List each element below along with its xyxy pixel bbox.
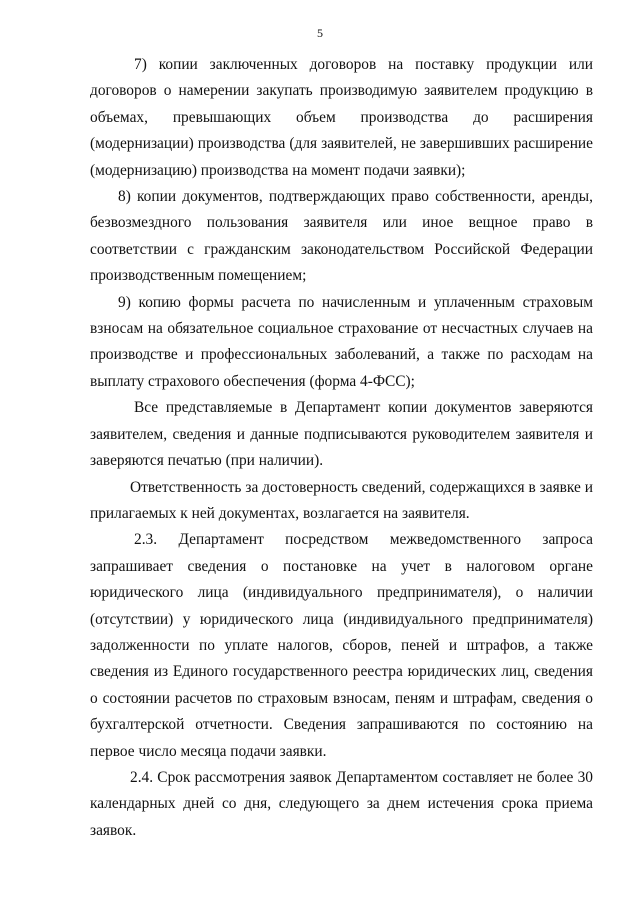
paragraph-item-9: 9) копию формы расчета по начисленным и уплаченным страховым взносам на обязательное социальное страхование от несчастных случаев на производстве и профессиональных заболеваний, а также по расходам на выплату страхового обеспечения (форма 4-ФСС); xyxy=(90,293,593,390)
paragraph-certification: Все представляемые в Департамент копии документов заверяются заявителем, сведения и данные подписываются руководителем заявителя и заверяются печатью (при наличии). xyxy=(90,399,593,470)
paragraph-responsibility: Ответственность за достоверность сведений, содержащихся в заявке и прилагаемых к ней документах, возлагается на заявителя. xyxy=(90,478,593,522)
page-number: 5 xyxy=(317,26,323,40)
paragraph-item-8: 8) копии документов, подтверждающих право собственности, аренды, безвозмездного пользования заявителя или иное вещное право в соответствии с гражданским законодательством Российской Федерации производственным помещением; xyxy=(90,188,593,285)
document-body xyxy=(90,52,593,844)
paragraph-2-4: 2.4. Срок рассмотрения заявок Департаментом составляет не более 30 календарных дней со дня, следующего за днем истечения срока приема заявок. xyxy=(90,768,593,839)
paragraph-item-7: 7) копии заключенных договоров на поставку продукции или договоров о намерении закупать производимую заявителем продукцию в объемах, превышающих объем производства до расширения (модернизации) производства (для заявителей, не завершивших расширение (модернизацию) производства на момент подачи заявки); xyxy=(90,56,593,179)
paragraph-2-3: 2.3. Департамент посредством межведомственного запроса запрашивает сведения о постановке на учет в налоговом органе юридического лица (индивидуального предпринимателя), о наличии (отсутствии) у юридического лица (индивидуального предпринимателя) задолженности по уплате налогов, сборов, пеней и штрафов, а также сведения из Единого государственного реестра юридических лиц, сведения о состоянии расчетов по страховым взносам, пеням и штрафам, сведения о бухгалтерской отчетности. Сведения запрашиваются по состоянию на первое число месяца подачи заявки. xyxy=(90,531,593,760)
